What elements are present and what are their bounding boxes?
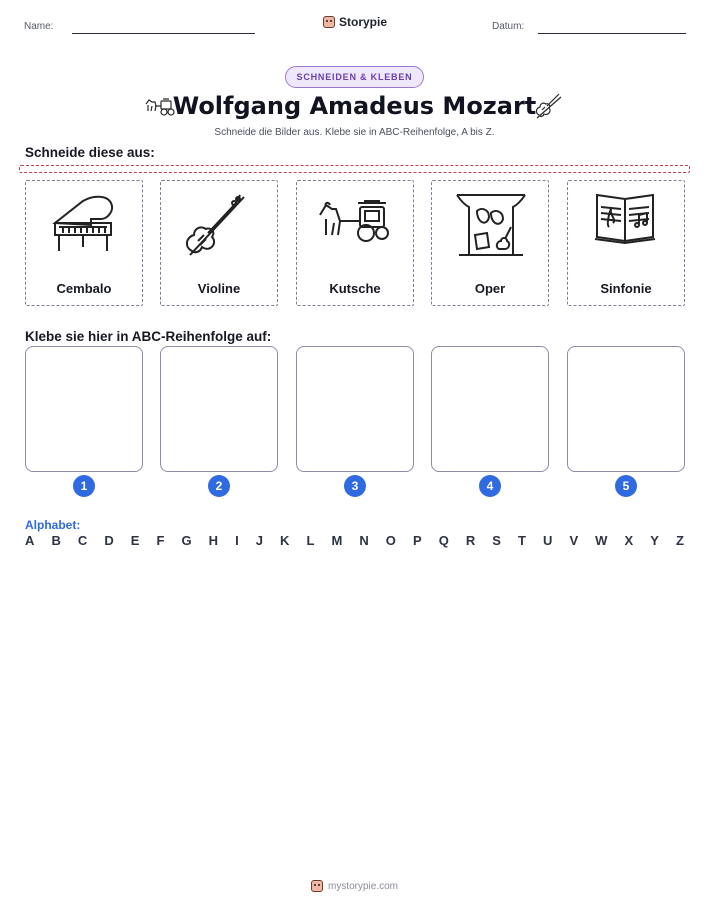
paste-box[interactable] bbox=[431, 346, 549, 472]
date-line[interactable] bbox=[538, 33, 686, 34]
storypie-face-icon bbox=[311, 880, 323, 892]
alphabet-letter: S bbox=[492, 533, 501, 548]
alphabet-letter: X bbox=[624, 533, 634, 548]
alphabet-letter: J bbox=[255, 533, 263, 548]
alphabet-letter: N bbox=[359, 533, 369, 548]
cut-card[interactable] bbox=[296, 180, 414, 306]
alphabet-letter: Y bbox=[650, 533, 659, 548]
alphabet-letter: O bbox=[385, 533, 396, 548]
alphabet-letter: U bbox=[543, 533, 553, 548]
slot-number: 1 bbox=[73, 475, 95, 497]
slot-number: 5 bbox=[615, 475, 637, 497]
cut-card[interactable] bbox=[567, 180, 685, 306]
card-label: Kutsche bbox=[329, 281, 381, 296]
instructions: Schneide die Bilder aus. Klebe sie in ABC-Reihenfolge, A bis Z. bbox=[214, 127, 495, 138]
card-label: Oper bbox=[474, 281, 506, 296]
alphabet-letter: T bbox=[518, 533, 526, 548]
alphabet-letter: Z bbox=[675, 533, 684, 548]
card-label: Cembalo bbox=[56, 281, 112, 296]
alphabet-letter: K bbox=[280, 533, 290, 548]
alphabet-letter: C bbox=[77, 533, 88, 548]
alphabet-heading: Alphabet: bbox=[25, 518, 81, 532]
alphabet-letter: M bbox=[331, 533, 343, 548]
cut-card[interactable] bbox=[25, 180, 143, 306]
name-label: Name: bbox=[24, 21, 54, 32]
violin-icon bbox=[180, 189, 260, 259]
alphabet-letter: B bbox=[51, 533, 61, 548]
footer-url[interactable]: mystorypie.com bbox=[327, 880, 398, 892]
logo-text: Storypie bbox=[339, 15, 388, 29]
footer bbox=[0, 880, 709, 892]
card-label: Violine bbox=[197, 281, 241, 296]
alphabet-letter: D bbox=[104, 533, 114, 548]
paste-heading: Klebe sie hier in ABC-Reihenfolge auf: bbox=[25, 329, 272, 344]
activity-badge: SCHNEIDEN & KLEBEN bbox=[285, 66, 424, 88]
alphabet-letter: I bbox=[235, 533, 239, 548]
cut-dashed-line bbox=[19, 165, 690, 173]
name-line[interactable] bbox=[72, 33, 255, 34]
alphabet-row bbox=[25, 533, 684, 548]
alphabet-letter: V bbox=[569, 533, 579, 548]
date-label: Datum: bbox=[492, 21, 525, 32]
card-label: Sinfonie bbox=[600, 281, 652, 296]
slot-number: 4 bbox=[479, 475, 501, 497]
alphabet-letter: L bbox=[306, 533, 315, 548]
alphabet-letter: G bbox=[181, 533, 192, 548]
paste-box[interactable] bbox=[567, 346, 685, 472]
alphabet-letter: P bbox=[412, 533, 422, 548]
sheet-music-icon bbox=[587, 189, 667, 259]
paste-box[interactable] bbox=[160, 346, 278, 472]
alphabet-letter: E bbox=[130, 533, 140, 548]
cut-heading: Schneide diese aus: bbox=[25, 145, 155, 160]
alphabet-letter: R bbox=[465, 533, 476, 548]
slot-number: 3 bbox=[344, 475, 366, 497]
paste-box[interactable] bbox=[25, 346, 143, 472]
opera-icon bbox=[451, 189, 531, 259]
storypie-face-icon bbox=[323, 16, 335, 28]
worksheet-title: Wolfgang Amadeus Mozart bbox=[172, 92, 537, 120]
cut-card[interactable] bbox=[431, 180, 549, 306]
storypie-logo bbox=[323, 15, 387, 29]
alphabet-letter: A bbox=[25, 533, 35, 548]
slot-number: 2 bbox=[208, 475, 230, 497]
harpsichord-icon bbox=[45, 189, 125, 259]
alphabet-letter: H bbox=[208, 533, 219, 548]
paste-box[interactable] bbox=[296, 346, 414, 472]
alphabet-letter: W bbox=[595, 533, 608, 548]
cut-card[interactable] bbox=[160, 180, 278, 306]
alphabet-letter: Q bbox=[438, 533, 449, 548]
alphabet-letter: F bbox=[156, 533, 165, 548]
carriage-icon bbox=[316, 189, 396, 259]
